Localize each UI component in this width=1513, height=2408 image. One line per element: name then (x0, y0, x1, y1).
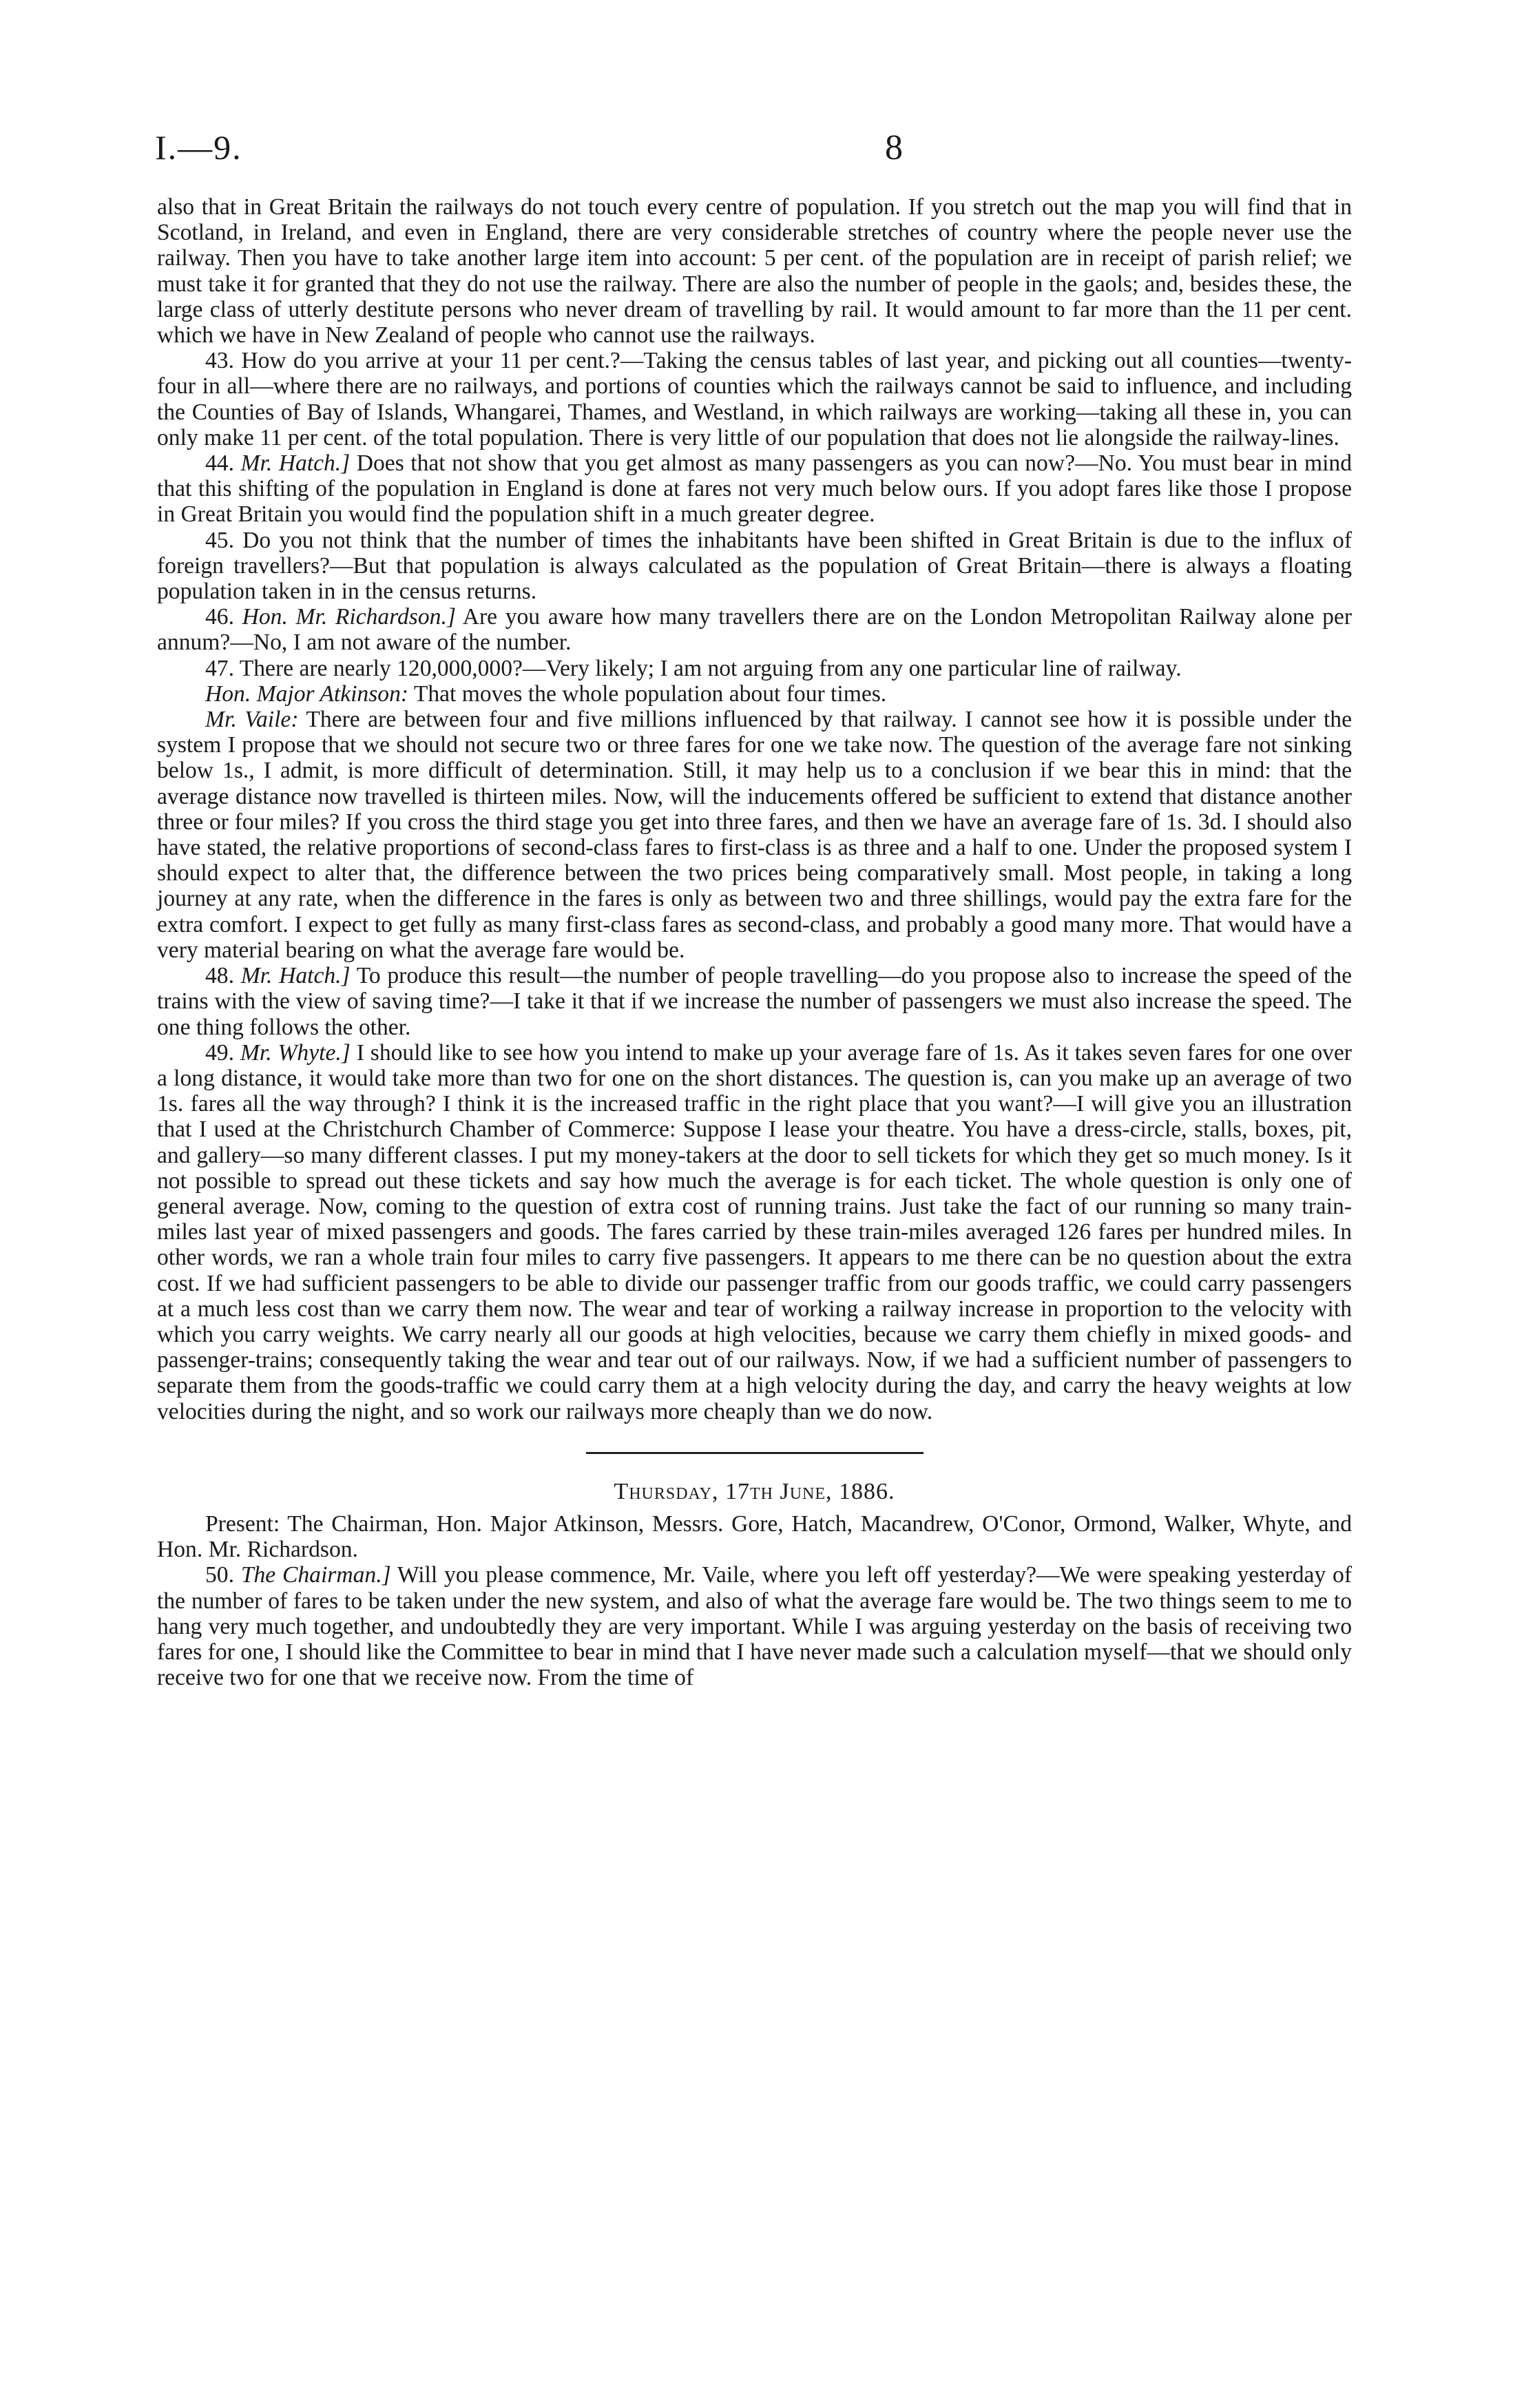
speaker-name: The Chairman.] (240, 1562, 391, 1588)
paragraph-text: Does that not show that you get almost as many passengers as you can now?—No. You must bear in mind that this shifting of the population in England is done at fares not very much below ours. If you adopt fares like those I propose in Great Britain you would find the population shift in a much greater degree. (157, 450, 1352, 528)
paragraph-text: also that in Great Britain the railways do not touch every centre of population. If you stretch out the map you will find that in Scotland, in Ireland, and even in England, there are very considerable stretches of country where the people never use the railway. Then you have to take another large item into account: 5 per cent. of the population are in receipt of parish relief; we must take it for granted that they do not use the railway. There are also the number of people in the gaols; and, besides these, the large class of utterly destitute persons who never dream of travelling by rail. It would amount to far more than the 11 per cent. which we have in New Zealand of people who cannot use the railways. (157, 194, 1352, 349)
paragraph-q49 (157, 1040, 1352, 1424)
speaker-name: Hon. Mr. Richardson.] (242, 604, 456, 630)
paragraph-q46 (157, 604, 1352, 655)
paragraph-q45 (157, 528, 1352, 605)
page-header (155, 127, 1346, 176)
paragraph-text: I should like to see how you intend to make up your average fare of 1s. As it takes seven fares for one over a long distance, it would take more than two for one on the short distances. The question is, can you make up an average of two 1s. fares all the way through? I think it is the increased traffic in the right place that you want?—I will give you an illustration that I used at the Christchurch Chamber of Commerce: Suppose I lease your theatre. You have a dress-circle, stalls, boxes, pit, and gallery—so many different classes. I put my money-takers at the door to sell tickets for which they get so much money. Is it not possible to spread out these tickets and say how much the average is for each ticket. The whole question is only one of general average. Now, coming to the question of extra cost of running trains. Just take the fact of our running so many train-miles last year of mixed passengers and goods. The fares carried by these train-miles averaged 126 fares per hundred miles. In other words, we ran a whole train four miles to carry five passengers. It appears to me there can be no question about the extra cost. If we had sufficient passengers to be able to divide our passenger traffic from our goods traffic, we could carry passengers at a much less cost than we carry them now. The wear and tear of working a railway increase in proportion to the velocity with which you carry weights. We carry nearly all our goods at high velocities, because we carry them chiefly in mixed goods- and passenger-trains; consequently taking the wear and tear out of our railways. Now, if we had a sufficient number of passengers to separate them from the goods-traffic we could carry them at a high velocity during the day, and carry the heavy weights at low velocities during the night, and so work our railways more cheaply than we do now. (157, 1039, 1352, 1424)
paragraph-text: 45. Do you not think that the number of times the inhabitants have been shifted in Great Britain is due to the influx of foreign travellers?—But that population is always calculated as the population of Great Britain—there is always a floating population taken in in the census returns. (157, 527, 1352, 605)
paragraph-q43 (157, 348, 1352, 450)
paragraph-text: 47. There are nearly 120,000,000?—Very likely; I am not arguing from any one particular line of railway. (205, 655, 1182, 681)
paragraph-q48 (157, 963, 1352, 1040)
paragraph-text: 43. How do you arrive at your 11 per cent.?—Taking the census tables of last year, and picking out all counties—twenty-four in all—where there are no railways, and portions of counties which the railways cannot be said to influence, and including the Counties of Bay of Islands, Whangarei, Thames, and Westland, in which railways are working—taking all these in, you can only make 11 per cent. of the total population. There is very little of our population that does not lie alongside the railway-lines. (157, 348, 1352, 450)
paragraph-text: That moves the whole population about four times. (413, 681, 887, 707)
speaker-name: Mr. Hatch.] (240, 450, 351, 477)
paragraph-q50 (157, 1562, 1352, 1690)
speaker-name: Mr. Vaile: (205, 707, 299, 733)
speaker-name: Hon. Major Atkinson: (205, 681, 409, 707)
paragraph-q47 (157, 656, 1352, 681)
question-number: 49. (205, 1039, 234, 1066)
paragraph-atkinson-remark (157, 681, 1352, 707)
paragraph-vaile-remark (157, 707, 1352, 963)
speaker-name: Mr. Whyte.] (240, 1039, 351, 1066)
page-number: 8 (885, 128, 903, 167)
document-code: I.—9. (155, 128, 242, 167)
present-text: Present: The Chairman, Hon. Major Atkinson, Messrs. Gore, Hatch, Macandrew, O'Conor, Ormond, Walker, Whyte, and Hon. Mr. Richardson. (157, 1511, 1352, 1563)
paragraph-text: There are between four and five millions influenced by that railway. I cannot see how it is possible under the system I propose that we should not secure two or three fares for one we take now. The question of the average fare not sinking below 1s., I admit, is more difficult of determination. Still, it may help us to a conclusion if we bear this in mind: that the average distance now travelled is thirteen miles. Now, will the inducements offered be sufficient to extend that distance another three or four miles? If you cross the third stage you get into three fares, and then we have an average fare of 1s. 3d. I should also have stated, the relative proportions of second-class fares to first-class is as three and a half to one. Under the proposed system I should expect to alter that, the difference between the two prices being comparatively small. Most people, in taking a long journey at any rate, when the difference in the fares is only as between two and three shillings, would pay the extra fare for the extra comfort. I expect to get fully as many first-class fares as second-class, and probably a good many more. That would have a very material bearing on what the average fare would be. (157, 707, 1352, 963)
paragraph-text: To produce this result—the number of people travelling—do you propose also to increase the speed of the trains with the view of saving time?—I take it that if we increase the number of passengers we must also increase the speed. The one thing follows the other. (157, 963, 1352, 1040)
speaker-name: Mr. Hatch.] (240, 963, 351, 989)
question-number: 50. (205, 1562, 234, 1588)
present-members (157, 1511, 1352, 1562)
session-date-heading: Thursday, 17th June, 1886. (614, 1478, 895, 1504)
paragraph-q44 (157, 450, 1352, 528)
section-divider (586, 1452, 924, 1454)
body-text (157, 194, 1352, 1690)
question-number: 44. (205, 450, 234, 477)
question-number: 46. (205, 604, 234, 630)
paragraph-text: Are you aware how many travellers there are on the London Metropolitan Railway alone per annum?—No, I am not aware of the number. (157, 604, 1353, 656)
paragraph-continuation (157, 194, 1352, 348)
paragraph-text: Will you please commence, Mr. Vaile, where you left off yesterday?—We were speaking yesterday of the number of fares to be taken under the new system, and also of what the average fare would be. The two things seem to me to hang very much together, and undoubtedly they are very important. While I was arguing yesterday on the basis of receiving two fares for one, I should like the Committee to bear in mind that I have never made such a calculation myself—that we should only receive two for one that we receive now. From the time of (157, 1562, 1352, 1691)
question-number: 48. (205, 963, 234, 989)
